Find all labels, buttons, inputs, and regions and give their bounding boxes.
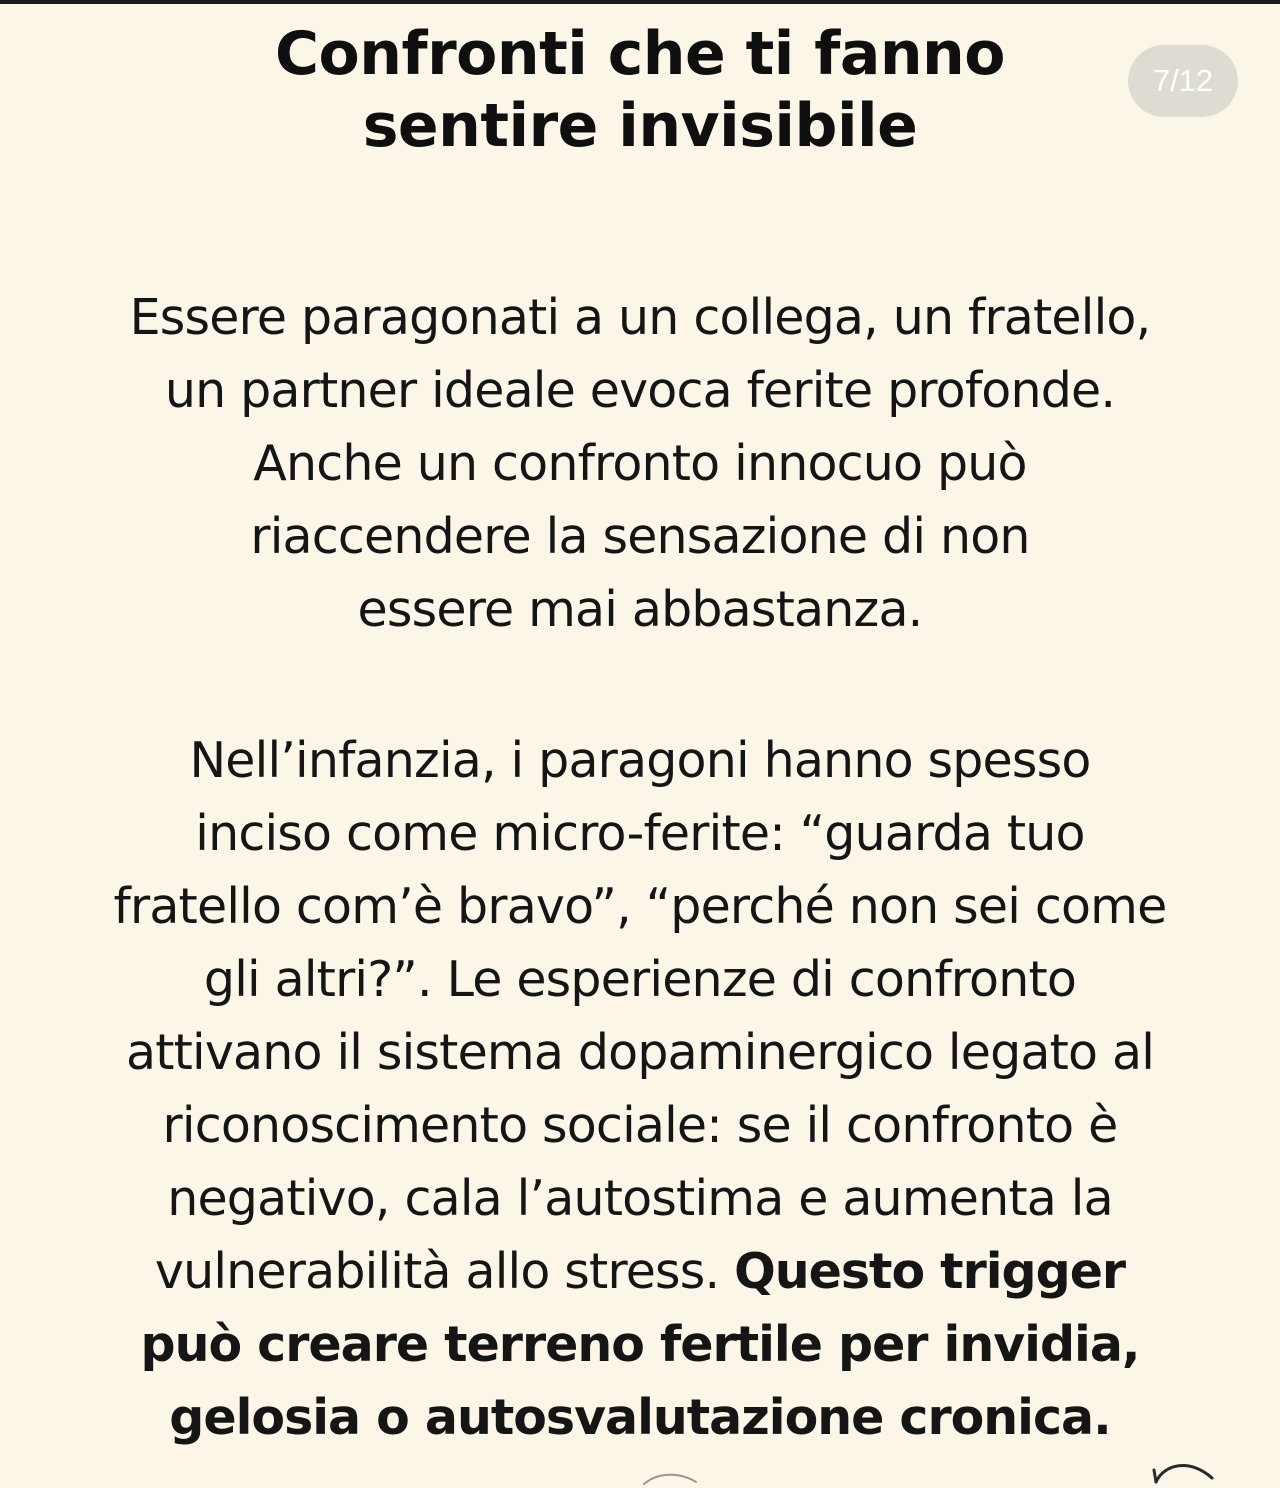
paragraph-2-mixed-line: [80, 1235, 1200, 1308]
paragraph-2-line: gli altri?”. Le esperienze di confronto: [203, 951, 1077, 1008]
paragraph-2-bold-segment: Questo trigger: [734, 1243, 1126, 1300]
paragraph-2-line: inciso come micro-ferite: “guarda tuo: [195, 805, 1085, 862]
slide-title-line-2: sentire invisibile: [362, 91, 918, 161]
paragraph-1-line: Anche un confronto innocuo può: [253, 435, 1027, 492]
paragraph-1-line: essere mai abbastanza.: [357, 581, 923, 638]
paragraph-2-line: Nell’infanzia, i paragoni hanno spesso: [189, 732, 1091, 789]
paragraph-2-bold-line: gelosia o autosvalutazione cronica.: [169, 1389, 1111, 1446]
paragraph-2-line: negativo, cala l’autostima e aumenta la: [167, 1170, 1113, 1227]
page-indicator-badge: 7/12: [1128, 45, 1238, 117]
paragraph-2-line: riconoscimento sociale: se il confronto è: [162, 1097, 1118, 1154]
slide-title: [140, 18, 1140, 162]
swipe-arrow-icon: [1150, 1448, 1220, 1488]
paragraph-1-line: riaccendere la sensazione di non: [250, 508, 1030, 565]
paragraph-2-line: fratello com’è bravo”, “perché non sei come: [113, 878, 1167, 935]
paragraph-childhood: [80, 724, 1200, 1454]
paragraph-1-line: Essere paragonati a un collega, un fratello,: [129, 289, 1151, 346]
top-edge-bar: [0, 0, 1280, 4]
decorative-stroke-icon: [640, 1468, 700, 1488]
paragraph-comparisons: [80, 281, 1200, 646]
paragraph-2-bold-line: può creare terreno fertile per invidia,: [140, 1316, 1140, 1373]
slide-title-line-1: Confronti che ti fanno: [275, 19, 1005, 89]
paragraph-2-line: attivano il sistema dopaminergico legato al: [125, 1024, 1155, 1081]
paragraph-2-regular-segment: vulnerabilità allo stress.: [154, 1243, 720, 1300]
paragraph-1-line: un partner ideale evoca ferite profonde.: [164, 362, 1116, 419]
